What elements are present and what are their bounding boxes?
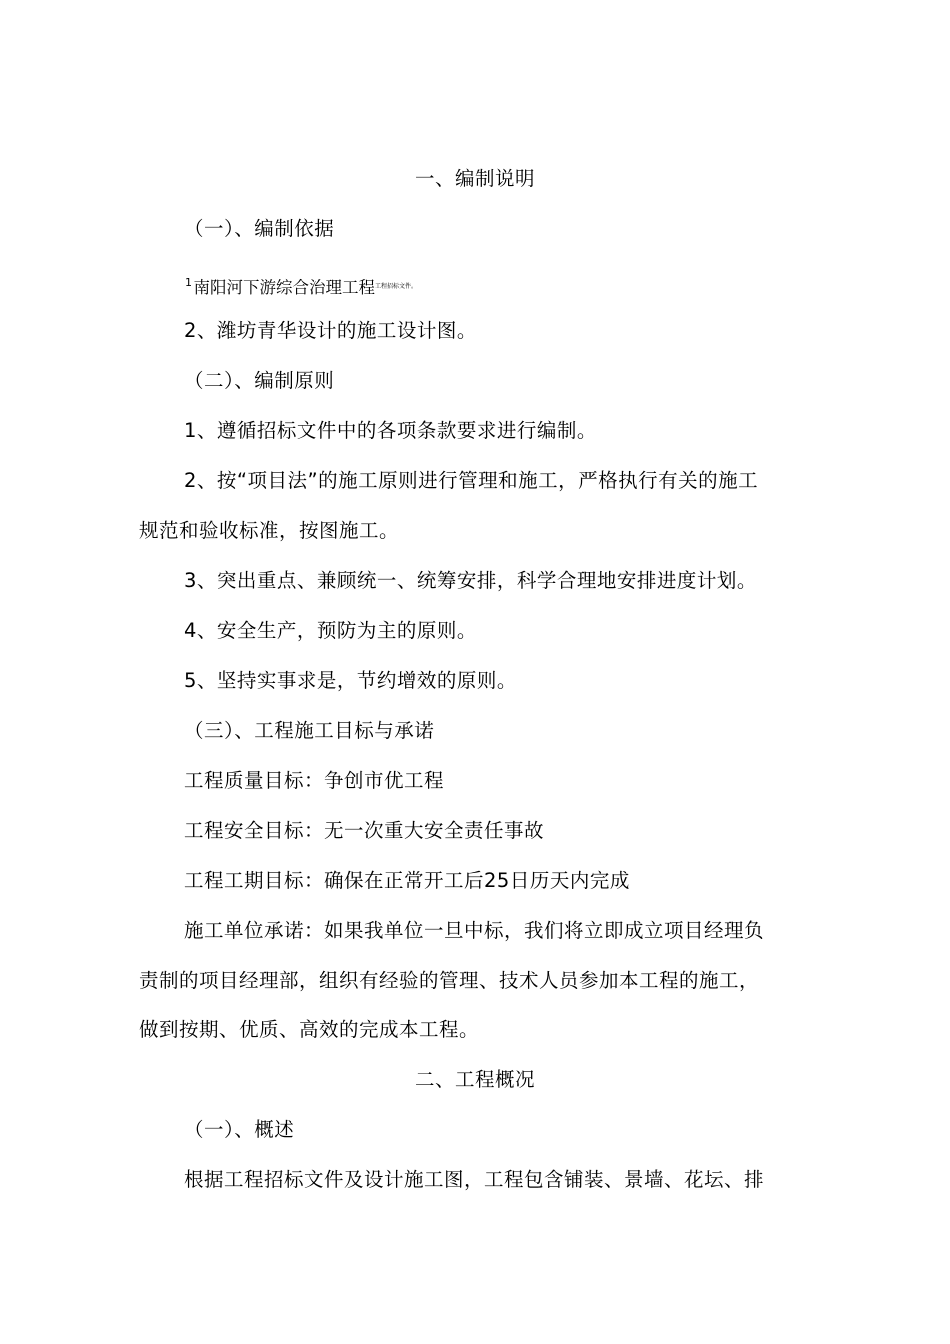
- promise-line-2: 责制的项目经理部，组织有经验的管理、技术人员参加本工程的施工，: [139, 969, 760, 992]
- subheading-compilation-basis: （一）、编制依据: [184, 217, 335, 240]
- section-title-project-overview: 二、工程概况: [414, 1068, 535, 1091]
- principle-item-5: 5、坚持实事求是，节约增效的原则。: [184, 669, 517, 692]
- section-title-compilation-notes: 一、编制说明: [414, 167, 535, 190]
- goal-safety: 工程安全目标：无一次重大安全责任事故: [184, 819, 545, 842]
- subheading-overview: （一）、概述: [184, 1118, 295, 1141]
- basis-item-1-number: 1: [185, 276, 193, 289]
- goal-schedule: 工程工期目标：确保在正常开工后25日历天内完成: [184, 869, 630, 892]
- goal-quality: 工程质量目标：争创市优工程: [184, 769, 445, 792]
- subheading-goals-and-commitments: （三）、工程施工目标与承诺: [184, 719, 435, 742]
- principle-item-2-line-1: 2、按“项目法”的施工原则进行管理和施工，严格执行有关的施工: [184, 469, 759, 492]
- promise-line-3: 做到按期、优质、高效的完成本工程。: [139, 1018, 480, 1041]
- principle-item-1: 1、遵循招标文件中的各项条款要求进行编制。: [184, 419, 597, 442]
- basis-item-1-suffix: 工程招标文件。: [375, 283, 418, 290]
- principle-item-3: 3、突出重点、兼顾统一、统筹安排，科学合理地安排进度计划。: [184, 569, 757, 592]
- subheading-compilation-principles: （二）、编制原则: [184, 369, 335, 392]
- overview-line-1: 根据工程招标文件及设计施工图，工程包含铺装、景墙、花坛、排: [184, 1168, 765, 1191]
- basis-item-2: 2、潍坊青华设计的施工设计图。: [184, 319, 477, 342]
- principle-item-2-line-2: 规范和验收标准，按图施工。: [139, 519, 400, 542]
- promise-line-1: 施工单位承诺：如果我单位一旦中标，我们将立即成立项目经理负: [184, 919, 765, 942]
- basis-item-1-text: 南阳河下游综合治理工程: [193, 278, 375, 297]
- basis-item-1: [185, 274, 417, 303]
- principle-item-4: 4、安全生产，预防为主的原则。: [184, 619, 477, 642]
